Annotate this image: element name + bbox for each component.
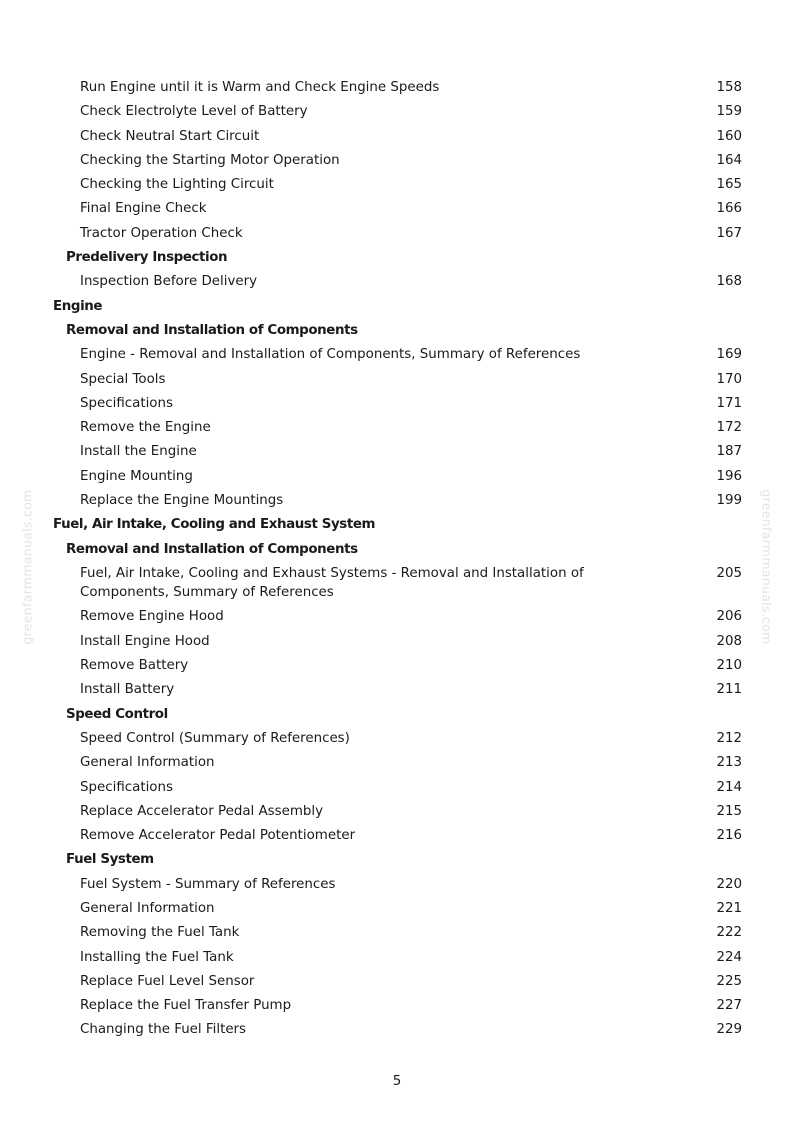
toc-entry-page: 215 bbox=[716, 803, 742, 819]
toc-entry-title: Specifications bbox=[80, 395, 173, 411]
toc-subsection-heading bbox=[0, 703, 794, 727]
toc-entry-title: Fuel, Air Intake, Cooling and Exhaust Systems - Removal and Installation of Components, Summary of References bbox=[80, 565, 584, 600]
toc-entry[interactable] bbox=[0, 921, 794, 945]
toc-entry[interactable] bbox=[0, 654, 794, 678]
toc-entry-page: 208 bbox=[716, 633, 742, 649]
toc-entry-title: Remove Engine Hood bbox=[80, 609, 224, 625]
toc-entry[interactable] bbox=[0, 197, 794, 221]
toc-entry-title: Install the Engine bbox=[80, 444, 197, 460]
toc-entry-title: General Information bbox=[80, 901, 215, 916]
toc-entry-title: Remove Battery bbox=[80, 658, 189, 674]
toc-entry-page: 211 bbox=[716, 682, 742, 698]
toc-entry-title: Engine bbox=[53, 298, 103, 314]
toc-entry[interactable] bbox=[0, 222, 794, 246]
toc-entry[interactable] bbox=[0, 149, 794, 173]
toc-entry[interactable] bbox=[0, 270, 794, 294]
toc-entry-page: 187 bbox=[716, 444, 742, 460]
watermark-right: greenfarmmanuals.com bbox=[759, 489, 775, 645]
toc-entry-page: 227 bbox=[716, 998, 742, 1014]
toc-entry-title: Speed Control bbox=[66, 706, 168, 722]
toc-entry-page: 166 bbox=[716, 201, 742, 217]
toc-entry-title: Tractor Operation Check bbox=[80, 225, 243, 241]
toc-entry[interactable] bbox=[0, 946, 794, 970]
toc-entry-title: Removal and Installation of Components bbox=[66, 541, 358, 557]
toc-entry-title: Remove Accelerator Pedal Potentiometer bbox=[80, 828, 356, 844]
toc-entry-page: 159 bbox=[716, 104, 742, 120]
toc-entry[interactable] bbox=[0, 873, 794, 897]
toc-entry-title: Install Engine Hood bbox=[80, 633, 210, 649]
toc-entry-page: 169 bbox=[716, 347, 742, 363]
toc-entry[interactable] bbox=[0, 751, 794, 775]
toc-entry-title: Removal and Installation of Components bbox=[66, 322, 358, 338]
toc-entry-page: 172 bbox=[716, 420, 742, 436]
toc-subsection-heading bbox=[0, 848, 794, 872]
toc-entry-title: Inspection Before Delivery bbox=[80, 274, 258, 290]
toc-entry-page: 167 bbox=[716, 225, 742, 241]
toc-entry[interactable] bbox=[0, 392, 794, 416]
toc-entry-page: 220 bbox=[716, 876, 742, 892]
toc-entry-page: 196 bbox=[716, 468, 742, 484]
toc-entry[interactable] bbox=[0, 824, 794, 848]
toc-entry[interactable] bbox=[0, 343, 794, 367]
toc-entry[interactable] bbox=[0, 368, 794, 392]
toc-entry-page: 225 bbox=[716, 973, 742, 989]
toc-entry[interactable] bbox=[0, 562, 794, 606]
toc-entry-page: 210 bbox=[716, 658, 742, 674]
toc-entry[interactable] bbox=[0, 440, 794, 464]
toc-entry[interactable] bbox=[0, 678, 794, 702]
watermark-left: greenfarmmanuals.com bbox=[19, 489, 35, 645]
toc-entry-page: 160 bbox=[716, 128, 742, 144]
toc-entry-title: Changing the Fuel Filters bbox=[80, 1022, 247, 1038]
toc-entry-title: Fuel, Air Intake, Cooling and Exhaust System bbox=[53, 517, 376, 533]
toc-entry-title: Remove the Engine bbox=[80, 420, 211, 436]
page-number: 5 bbox=[392, 1074, 402, 1089]
toc-entry[interactable] bbox=[0, 727, 794, 751]
toc-entry-title: General Information bbox=[80, 755, 215, 771]
toc-entry-title: Special Tools bbox=[80, 371, 166, 387]
toc-entry[interactable] bbox=[0, 416, 794, 440]
toc-entry-title: Speed Control (Summary of References) bbox=[80, 730, 350, 746]
toc-entry[interactable] bbox=[0, 970, 794, 994]
toc-entry-page: 205 bbox=[716, 565, 742, 581]
toc-entry[interactable] bbox=[0, 630, 794, 654]
toc-entry-page: 171 bbox=[716, 395, 742, 411]
toc-entry-title: Engine Mounting bbox=[80, 468, 193, 484]
toc-entry[interactable] bbox=[0, 173, 794, 197]
toc-entry-title: Final Engine Check bbox=[80, 201, 207, 217]
toc-entry[interactable] bbox=[0, 465, 794, 489]
toc-entry-title: Install Battery bbox=[80, 682, 175, 698]
toc-entry-title: Removing the Fuel Tank bbox=[80, 925, 240, 941]
toc-entry-title: Predelivery Inspection bbox=[66, 250, 228, 266]
toc-section-heading bbox=[0, 295, 794, 319]
toc-entry[interactable] bbox=[0, 605, 794, 629]
toc-entry[interactable] bbox=[0, 489, 794, 513]
toc-entry-page: 164 bbox=[716, 152, 742, 168]
toc-entry-title: Replace Accelerator Pedal Assembly bbox=[80, 803, 324, 819]
toc-entry-title: Checking the Starting Motor Operation bbox=[80, 152, 340, 168]
toc-entry-title: Specifications bbox=[80, 779, 173, 795]
toc-entry[interactable] bbox=[0, 1018, 794, 1042]
toc-entry-page: 213 bbox=[716, 755, 742, 771]
toc-entry-title: Replace the Fuel Transfer Pump bbox=[80, 998, 292, 1014]
toc-entry-page: 222 bbox=[716, 925, 742, 941]
toc-entry-page: 221 bbox=[716, 901, 742, 916]
toc-entry[interactable] bbox=[0, 125, 794, 149]
toc-entry-page: 212 bbox=[716, 730, 742, 746]
toc-subsection-heading bbox=[0, 538, 794, 562]
toc-entry-title: Run Engine until it is Warm and Check Engine Speeds bbox=[80, 80, 440, 95]
toc-entry[interactable] bbox=[0, 776, 794, 800]
toc-entry-page: 216 bbox=[716, 828, 742, 844]
toc-entry-page: 214 bbox=[716, 779, 742, 795]
toc-entry-title: Replace the Engine Mountings bbox=[80, 493, 284, 509]
toc-entry-page: 170 bbox=[716, 371, 742, 387]
toc-entry-title: Installing the Fuel Tank bbox=[80, 949, 234, 965]
toc-entry-page: 168 bbox=[716, 274, 742, 290]
toc-section-heading bbox=[0, 513, 794, 537]
toc-entry-title: Check Neutral Start Circuit bbox=[80, 128, 260, 144]
toc-entry-title: Engine - Removal and Installation of Components, Summary of References bbox=[80, 347, 581, 363]
toc-entry-page: 158 bbox=[716, 80, 742, 95]
toc-entry-title: Fuel System - Summary of References bbox=[80, 876, 336, 892]
toc-entry-title: Checking the Lighting Circuit bbox=[80, 177, 274, 193]
toc-entry-page: 224 bbox=[716, 949, 742, 965]
toc-entry-page: 229 bbox=[716, 1022, 742, 1038]
toc-entry[interactable] bbox=[0, 800, 794, 824]
toc-entry[interactable] bbox=[0, 897, 794, 921]
toc-subsection-heading bbox=[0, 246, 794, 270]
toc-entry-title: Replace Fuel Level Sensor bbox=[80, 973, 255, 989]
toc-entry-page: 206 bbox=[716, 609, 742, 625]
toc-entry[interactable] bbox=[0, 76, 794, 100]
table-of-contents bbox=[0, 76, 794, 1043]
toc-entry-page: 165 bbox=[716, 177, 742, 193]
toc-entry[interactable] bbox=[0, 994, 794, 1018]
toc-subsection-heading bbox=[0, 319, 794, 343]
toc-entry[interactable] bbox=[0, 100, 794, 124]
toc-entry-title: Fuel System bbox=[66, 852, 154, 868]
toc-entry-page: 199 bbox=[716, 493, 742, 509]
toc-entry-title: Check Electrolyte Level of Battery bbox=[80, 104, 308, 120]
